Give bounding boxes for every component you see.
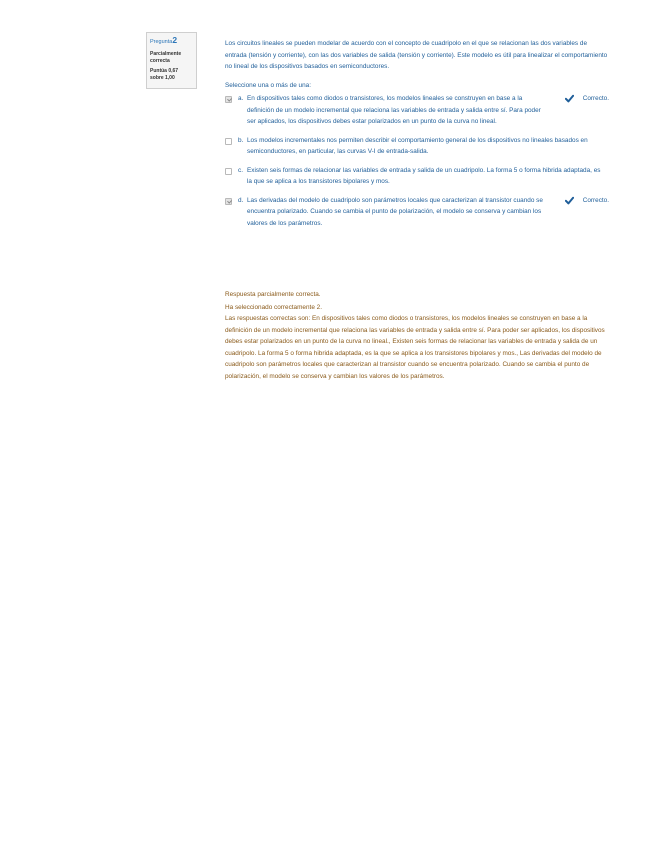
- option-a-feedback: [565, 93, 609, 105]
- outcome-selected: Ha seleccionado correctamente 2.: [225, 303, 322, 311]
- option-letter: a.: [238, 95, 244, 102]
- answer-prompt: Seleccione una o más de una:: [225, 81, 311, 89]
- option-c-checkbox[interactable]: [225, 168, 232, 175]
- option-a: [225, 93, 609, 128]
- question-state: Parcialmente correcta: [150, 51, 182, 64]
- option-letter: d.: [238, 196, 244, 204]
- option-d: [225, 195, 609, 230]
- feedback-label: Correcto.: [582, 196, 609, 204]
- option-c-text[interactable]: Existen seis formas de relacionar las variables de entrada y salida de un cuadripolo. La forma 5 o forma hibrida adaptada, es la que se aplica a los transistores bipolares y mos.: [247, 166, 601, 185]
- question-label: Pregunta: [150, 39, 173, 45]
- option-b: [225, 135, 609, 158]
- option-letter: b.: [238, 136, 244, 144]
- option-d-checkbox[interactable]: [225, 198, 232, 205]
- option-c: [225, 165, 609, 188]
- option-a-checkbox[interactable]: [225, 96, 232, 103]
- question-info-panel: [146, 32, 197, 89]
- option-a-text[interactable]: En dispositivos tales como diodos o transistores, los modelos lineales se construyen en base a la definición de un modelo incremental que relaciona las variables de entrada y salida entre sí. Para poder ser aplicados, los dispositivos debes estar polarizados en un punto de la curva no lineal.: [247, 95, 541, 125]
- correct-answers: Las respuestas correctas son: En dispositivos tales como diodos o transistores, los modelos lineales se construyen en base a la definición de un modelo incremental que relaciona las variables de entrada y salida entre sí. Para poder ser aplicados, los dispositivos debes estar polarizados en un punto de la curva no lineal., Existen seis formas de relacionar las variables de entrada y salida de un cuadripolo. La forma 5 o forma hibrida adaptada, es la que se aplica a los transistores bipolares y mos., Las derivadas del modelo de cuadripolo son parámetros locales que caracterizan al transistor cuando se encuentra polarizado. Cuando se cambia el punto de polarización, el modelo se conserva y cambian los valores de los parámetros.: [225, 315, 605, 380]
- outcome-status: Respuesta parcialmente correcta.: [225, 291, 321, 298]
- question-text: Los circuitos lineales se pueden modelar de acuerdo con el concepto de cuadripolo en el que se relacionan las dos variables de entrada (tensión y corriente), con las dos variables de salida (tensión y corriente). Este modelo es útil para linealizar el comportamiento no lineal de los dispositivos basados en semiconductores.: [225, 40, 608, 70]
- feedback-label: Correcto.: [582, 95, 609, 102]
- option-letter: c.: [238, 166, 243, 174]
- feedback-outcome: [225, 289, 615, 382]
- answer-options: [225, 93, 609, 229]
- option-d-feedback: [565, 195, 609, 207]
- question-content: [225, 38, 609, 229]
- option-b-checkbox[interactable]: [225, 138, 232, 145]
- option-b-text[interactable]: Los modelos incrementales nos permiten describir el comportamiento general de los dispositivos no lineales basados en semiconductores, en particular, las curvas V-I de entrada-salida.: [247, 136, 588, 155]
- option-d-text[interactable]: Las derivadas del modelo de cuadripolo son parámetros locales que caracterizan al transistor cuando se encuentra polarizado. Cuando se cambia el punto de polarización, el modelo se conserva y cambian los valores de los parámetros.: [247, 196, 543, 227]
- question-number-value: 2: [172, 35, 178, 45]
- check-icon: [565, 196, 574, 205]
- check-icon: [565, 94, 574, 103]
- question-number: [150, 36, 193, 47]
- question-grade: Puntúa 0,67 sobre 1,00: [150, 68, 179, 81]
